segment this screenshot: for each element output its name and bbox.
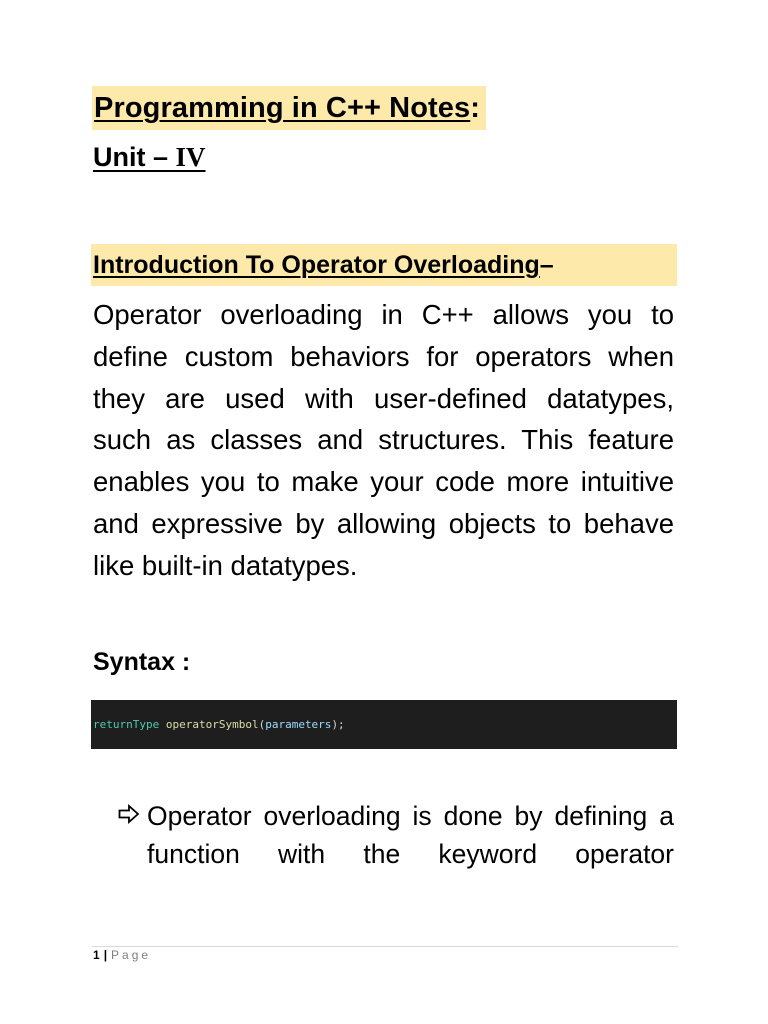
code-function-name: operatorSymbol [165,718,259,731]
section-heading [91,244,677,286]
code-params: parameters [265,718,332,731]
section-heading-text: Introduction To Operator Overloading [93,250,540,279]
section-heading-dash: – [539,250,554,279]
page-label: Page [111,948,152,962]
footer-divider [92,946,678,947]
unit-heading [93,142,206,173]
document-title-colon: : [470,91,481,124]
right-arrow-outline-icon [118,804,140,824]
unit-prefix: Unit – [93,142,176,172]
code-close: ); [331,718,345,731]
bullet-item-text: Operator overloading is done by defining a function with the keyword operator [147,801,674,869]
page-number: 1 [93,948,100,962]
code-open-paren: ( [258,718,266,731]
syntax-heading: Syntax : [93,648,191,676]
footer-separator: | [103,948,108,962]
code-return-type: returnType [93,718,160,731]
document-title [92,86,486,130]
intro-paragraph: Operator overloading in C++ allows you to define custom behaviors for operators when they are used with user-defined datatypes, such as classes and structures. This feature enables you to make your code more intuitive and expressive by allowing objects to behave like built-in datatypes. [93,299,674,581]
code-block [91,700,677,749]
unit-number: IV [175,142,206,172]
document-title-text: Programming in C++ Notes [94,91,471,124]
page-footer [93,948,151,962]
